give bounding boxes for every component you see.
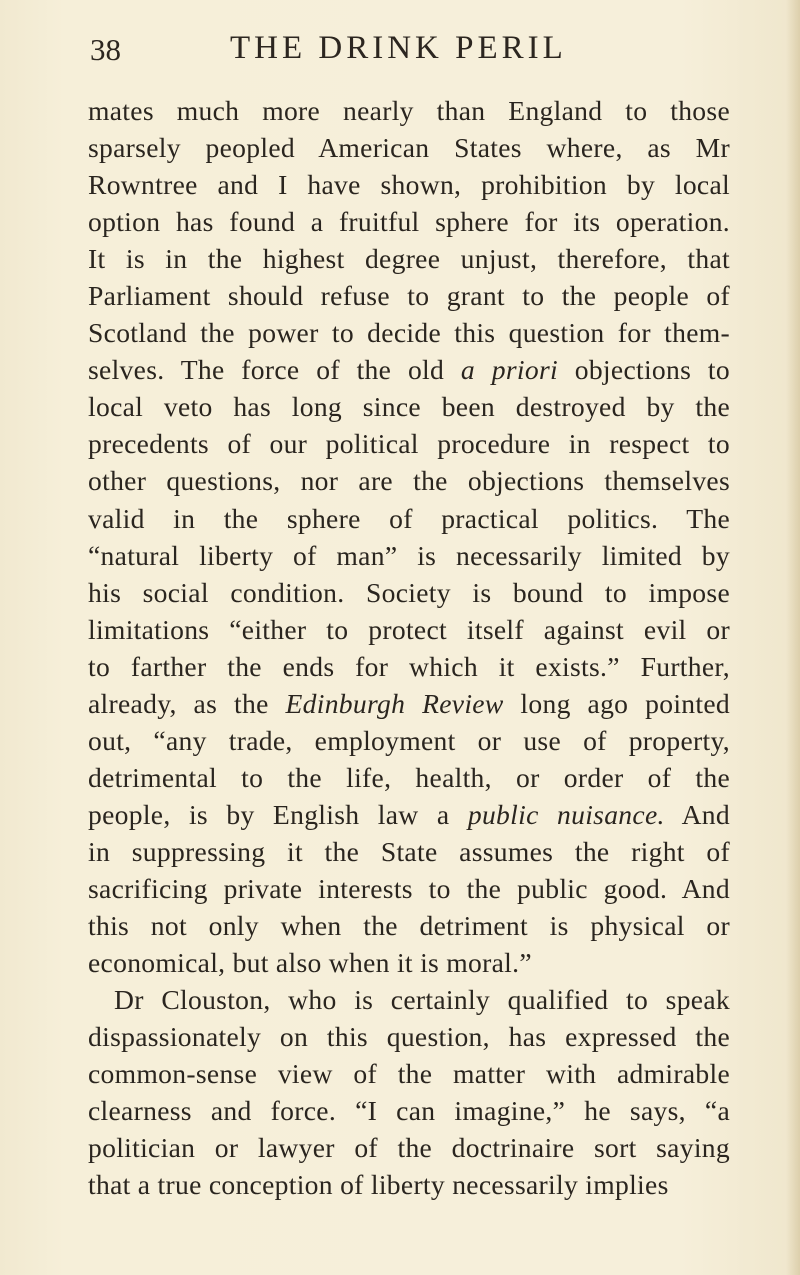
text-segment: common-sense view of the matter with admirable (88, 1058, 730, 1090)
text-line (88, 388, 730, 425)
text-line (88, 1055, 730, 1092)
text-segment: Dr Clouston, who is certainly qualified to speak (114, 984, 730, 1016)
text-segment: limitations “either to protect itself against evil or (88, 613, 730, 645)
text-segment: selves. The force of the old (88, 354, 461, 386)
text-line (88, 907, 730, 944)
text-segment: It is in the highest degree unjust, therefore, that (88, 243, 730, 275)
italic-text: Edinburgh Review (285, 687, 504, 719)
text-segment: option has found a fruitful sphere for its operation. (88, 206, 730, 238)
text-segment: his social condition. Society is bound to impose (88, 576, 730, 608)
text-segment: sacrificing private interests to the public good. And (88, 872, 730, 904)
page-number: 38 (90, 32, 121, 67)
text-segment: precedents of our political procedure in respect to (88, 428, 730, 460)
text-line (88, 796, 730, 833)
text-line (88, 648, 730, 685)
text-line (88, 351, 730, 388)
text-segment: objections to (557, 354, 730, 386)
running-title: THE DRINK PERIL (230, 30, 567, 66)
text-segment: clearness and force. “I can imagine,” he says, “a (88, 1095, 730, 1127)
text-segment: economical, but also when it is moral.” (88, 947, 532, 979)
text-segment: dispassionately on this question, has expressed the (88, 1021, 730, 1053)
text-segment: people, is by English law a (88, 798, 468, 830)
text-segment: in suppressing it the State assumes the right of (88, 835, 730, 867)
text-segment: “natural liberty of man” is necessarily limited by (88, 539, 730, 571)
text-line (88, 1129, 730, 1166)
text-segment: politician or lawyer of the doctrinaire sort saying (88, 1132, 730, 1164)
text-line (88, 574, 730, 611)
text-segment: Scotland the power to decide this question for them- (88, 317, 730, 349)
text-line (88, 462, 730, 499)
italic-text: a priori (460, 354, 558, 386)
text-segment: out, “any trade, employment or use of property, (88, 724, 730, 756)
text-line (88, 500, 730, 537)
text-line (88, 1018, 730, 1055)
text-line (88, 944, 730, 981)
text-line (88, 240, 730, 277)
text-segment: detrimental to the life, health, or order of the (88, 761, 730, 793)
text-segment: local veto has long since been destroyed by the (88, 391, 730, 423)
italic-text: public nuisance. (467, 798, 665, 830)
text-line (88, 203, 730, 240)
text-line (88, 722, 730, 759)
text-segment: this not only when the detriment is physical or (88, 910, 730, 942)
text-segment: to farther the ends for which it exists.” Further, (88, 650, 730, 682)
text-line (88, 314, 730, 351)
text-line (88, 685, 730, 722)
paragraph (88, 981, 730, 1203)
text-segment: long ago pointed (503, 687, 730, 719)
text-segment: Rowntree and I have shown, prohibition by local (88, 169, 730, 201)
text-line (88, 611, 730, 648)
text-segment: that a true conception of liberty necessarily implies (88, 1169, 669, 1201)
paragraph (88, 92, 730, 981)
body-text (88, 92, 730, 1203)
text-line (88, 166, 730, 203)
text-segment: And (664, 798, 730, 830)
text-line (88, 1166, 730, 1203)
text-line (88, 870, 730, 907)
text-line (88, 537, 730, 574)
running-header (90, 28, 730, 72)
text-segment: sparsely peopled American States where, as Mr (88, 132, 730, 164)
text-segment: already, as the (88, 687, 286, 719)
text-line (88, 1092, 730, 1129)
text-line (88, 833, 730, 870)
page-edge-shadow (786, 0, 800, 1275)
text-line (88, 277, 730, 314)
text-line (88, 425, 730, 462)
text-line (88, 759, 730, 796)
text-segment: other questions, nor are the objections themselves (88, 465, 730, 497)
text-segment: valid in the sphere of practical politics. The (88, 502, 730, 534)
text-segment: mates much more nearly than England to those (88, 95, 730, 126)
text-segment: Parliament should refuse to grant to the people of (88, 280, 730, 312)
text-line (88, 92, 730, 129)
text-line (88, 981, 730, 1018)
text-line (88, 129, 730, 166)
